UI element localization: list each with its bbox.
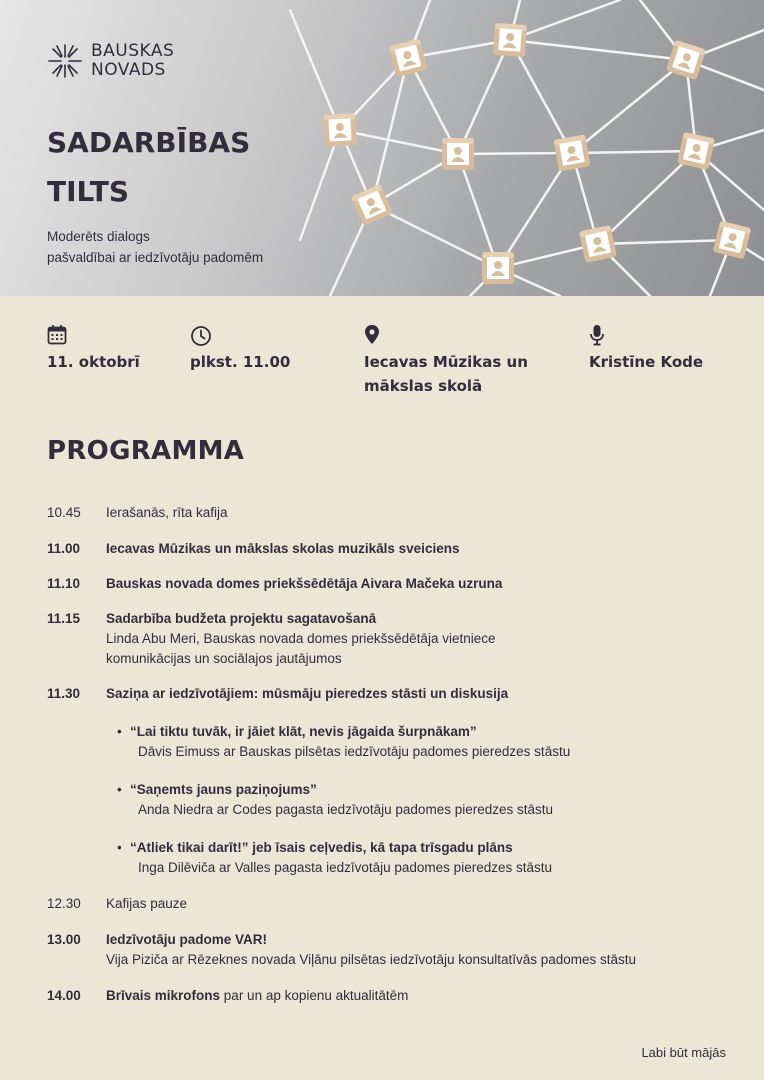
program-time: 14.00 — [47, 988, 81, 1003]
subtitle — [47, 226, 263, 268]
logo-star-icon — [47, 43, 83, 79]
talk-item — [117, 838, 717, 878]
talk-title: “Lai tiktu tuvāk, ir jāiet klāt, nevis jāgaida šurpnākam” — [130, 724, 477, 739]
person-icon — [493, 23, 527, 57]
bullet-icon: • — [117, 840, 122, 855]
program-time: 12.30 — [47, 896, 81, 911]
event-time: plkst. 11.00 — [190, 353, 291, 371]
event-date: 11. oktobrī — [47, 353, 140, 371]
program-title-rest: par un ap kopienu aktualitātēm — [220, 988, 409, 1003]
program-time: 10.45 — [47, 505, 81, 520]
program-time: 11.30 — [47, 686, 81, 701]
hero-banner — [0, 0, 764, 296]
logo-line-2: NOVADS — [91, 60, 166, 80]
person-icon — [677, 132, 715, 170]
program-title: Sadarbība budžeta projektu sagatavošanā — [106, 611, 377, 626]
logo-line-1: BAUSKAS — [91, 41, 175, 61]
bullet-icon: • — [117, 782, 122, 797]
program-title: Saziņa ar iedzīvotājiem: mūsmāju pieredzes stāsti un diskusija — [106, 686, 509, 701]
place-line-1: Iecavas Mūzikas un — [364, 353, 528, 371]
moderator-name: Kristīne Kode — [589, 353, 704, 371]
location-pin-icon — [364, 324, 380, 346]
calendar-icon — [47, 324, 67, 346]
program-time: 11.00 — [47, 541, 81, 556]
program-item — [47, 894, 727, 914]
program-title: Ierašanās, rīta kafija — [106, 505, 228, 520]
title-line-2: TILTS — [47, 175, 129, 208]
program-title: Iecavas Mūzikas un mākslas skolas muzikāls sveiciens — [106, 541, 460, 556]
logo — [47, 42, 174, 80]
place-line-2: mākslas skolā — [364, 377, 483, 395]
subtitle-line-2: pašvaldībai ar iedzīvotāju padomēm — [47, 250, 264, 265]
program-title: Iedzīvotāju padome VAR! — [106, 932, 268, 947]
program-title: Bauskas novada domes priekšsēdētāja Aivara Mačeka uzruna — [106, 576, 503, 591]
bullet-icon: • — [117, 724, 122, 739]
person-icon — [553, 134, 590, 171]
talk-title: “Saņemts jauns paziņojums” — [130, 782, 317, 797]
person-icon — [482, 252, 514, 284]
title-line-1: SADARBĪBAS — [47, 126, 251, 159]
talk-speaker: Dāvis Eimuss ar Bauskas pilsētas iedzīvotāju padomes pieredzes stāstu — [138, 744, 571, 759]
page-title — [47, 118, 250, 216]
program-title: Brīvais mikrofons — [106, 988, 221, 1003]
program-item — [47, 574, 727, 594]
person-icon — [351, 184, 393, 226]
program-item — [47, 684, 727, 704]
subtitle-line-1: Moderēts dialogs — [47, 229, 150, 244]
talk-title: “Atliek tikai darīt!” jeb īsais ceļvedis, kā tapa trīsgadu plāns — [130, 840, 513, 855]
microphone-icon — [589, 324, 605, 346]
talk-speaker: Anda Niedra ar Codes pagasta iedzīvotāju padomes pieredzes stāstu — [138, 802, 553, 817]
program-speaker-role: komunikācijas un sociālajos jautājumos — [106, 651, 342, 666]
clock-icon — [190, 324, 212, 346]
person-icon — [666, 40, 706, 80]
program-title: Kafijas pauze — [106, 896, 188, 911]
program-item — [47, 539, 727, 559]
program-speaker: Vija Piziča ar Rēzeknes novada Viļānu pilsētas iedzīvotāju konsultatīvās padomes stāstu — [106, 952, 637, 967]
info-time — [190, 324, 290, 374]
talk-speaker: Inga Dilēviča ar Valles pagasta iedzīvotāju padomes pieredzes stāstu — [138, 860, 552, 875]
person-icon — [579, 225, 617, 263]
program-speaker: Linda Abu Meri, Bauskas novada domes priekšsēdētāja vietniece — [106, 631, 496, 646]
person-icon — [713, 221, 752, 260]
talk-item — [117, 722, 717, 762]
program-item — [47, 930, 727, 970]
person-icon — [442, 138, 474, 170]
person-icon — [323, 113, 357, 147]
footer-tagline: Labi būt mājās — [641, 1045, 726, 1060]
program-time: 11.15 — [47, 611, 81, 626]
info-place — [364, 324, 528, 398]
program-item — [47, 986, 727, 1006]
info-date — [47, 324, 140, 374]
program-item — [47, 503, 727, 523]
program-item — [47, 609, 727, 669]
event-place — [364, 350, 528, 398]
program-time: 11.10 — [47, 576, 81, 591]
program-heading: PROGRAMMA — [47, 436, 245, 466]
info-moderator — [589, 324, 703, 374]
talk-item — [117, 780, 717, 820]
program-time: 13.00 — [47, 932, 81, 947]
